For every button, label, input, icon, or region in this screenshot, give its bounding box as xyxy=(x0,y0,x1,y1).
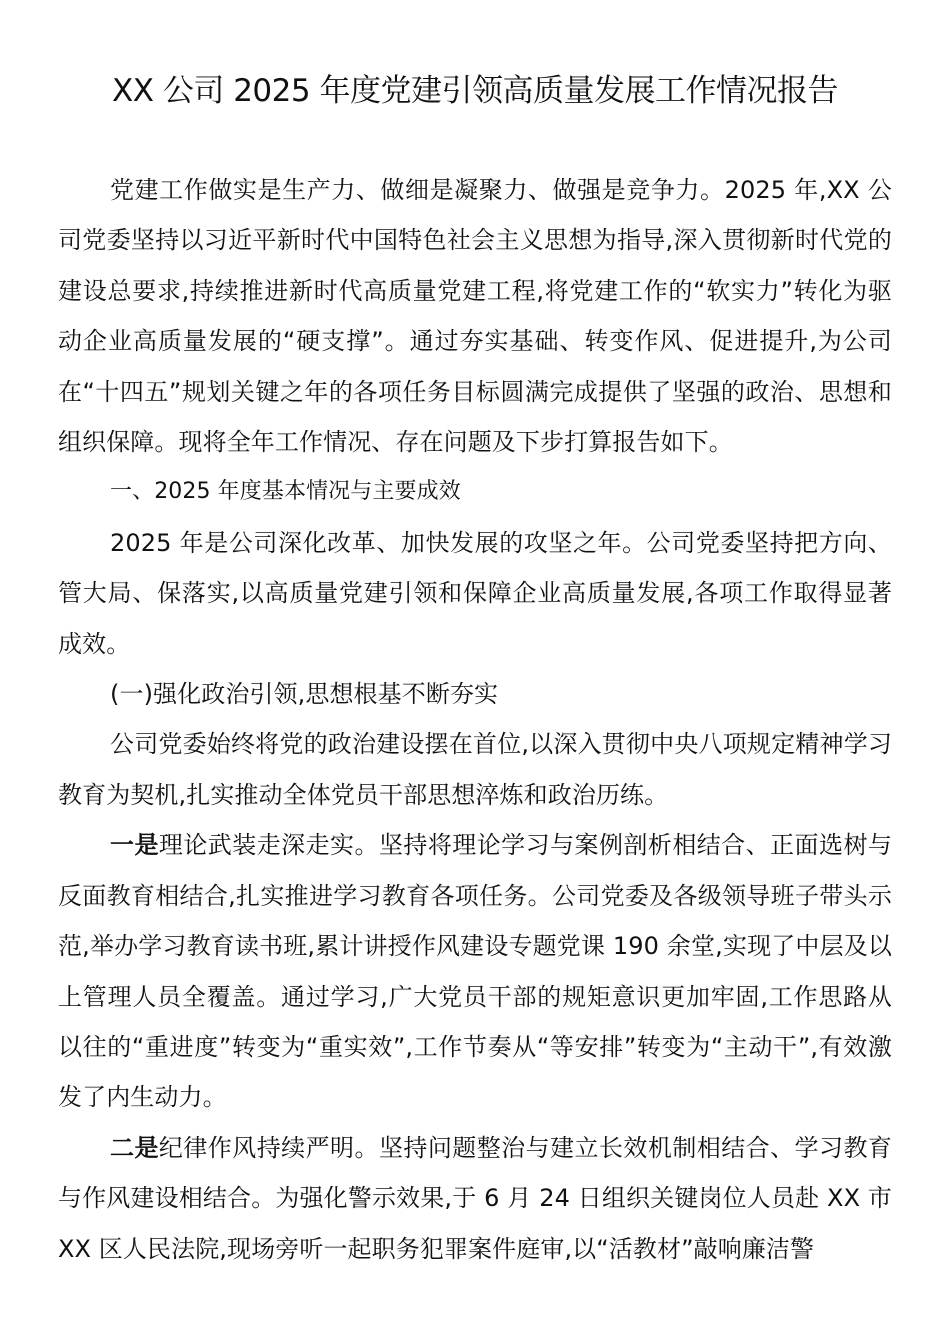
point-two-text: 纪律作风持续严明。坚持问题整治与建立长效机制相结合、学习教育与作风建设相结合。为强化警示效果,于 6 月 24 日组织关键岗位人员赴 XX 市 XX 区人民法院,现场旁听一起职务犯罪案件庭审,以“活教材”敲响廉洁警 xyxy=(58,1133,893,1263)
document-title: XX 公司 2025 年度党建引领高质量发展工作情况报告 xyxy=(112,73,838,109)
point-one-text: 理论武装走深走实。坚持将理论学习与案例剖析相结合、正面选树与反面教育相结合,扎实推进学习教育各项任务。公司党委及各级领导班子带头示范,举办学习教育读书班,累计讲授作风建设专题党课 190 余堂,实现了中层及以上管理人员全覆盖。通过学习,广大党员干部的规矩意识更加牢固,工作思路从以往的“重进度”转变为“重实效”,工作节奏从“等安排”转变为“主动干”,有效激发了内生动力。 xyxy=(58,831,893,1112)
point-one-lead: 一是 xyxy=(110,831,159,860)
intro-paragraph: 党建工作做实是生产力、做细是凝聚力、做强是竞争力。2025 年,XX 公司党委坚持以习近平新时代中国特色社会主义思想为指导,深入贯彻新时代党的建设总要求,持续推进新时代高质量党建工程,将党建工作的“软实力”转化为驱动企业高质量发展的“硬支撑”。通过夯实基础、转变作风、促进提升,为公司在“十四五”规划关键之年的各项任务目标圆满完成提供了坚强的政治、思想和组织保障。现将全年工作情况、存在问题及下步打算报告如下。 xyxy=(58,176,892,457)
section-1-paragraph: 2025 年是公司深化改革、加快发展的攻坚之年。公司党委坚持把方向、管大局、保落实,以高质量党建引领和保障企业高质量发展,各项工作取得显著成效。 xyxy=(58,528,892,658)
point-one-paragraph xyxy=(58,820,892,1122)
point-two-lead: 二是 xyxy=(110,1133,159,1162)
subsection-1-paragraph: 公司党委始终将党的政治建设摆在首位,以深入贯彻中央八项规定精神学习教育为契机,扎实推动全体党员干部思想淬炼和政治历练。 xyxy=(58,730,892,809)
section-heading-1: 一、2025 年度基本情况与主要成效 xyxy=(110,479,461,505)
document-body xyxy=(58,165,892,1274)
point-two-paragraph xyxy=(58,1123,892,1274)
subsection-heading-1: (一)强化政治引领,思想根基不断夯实 xyxy=(110,680,499,709)
